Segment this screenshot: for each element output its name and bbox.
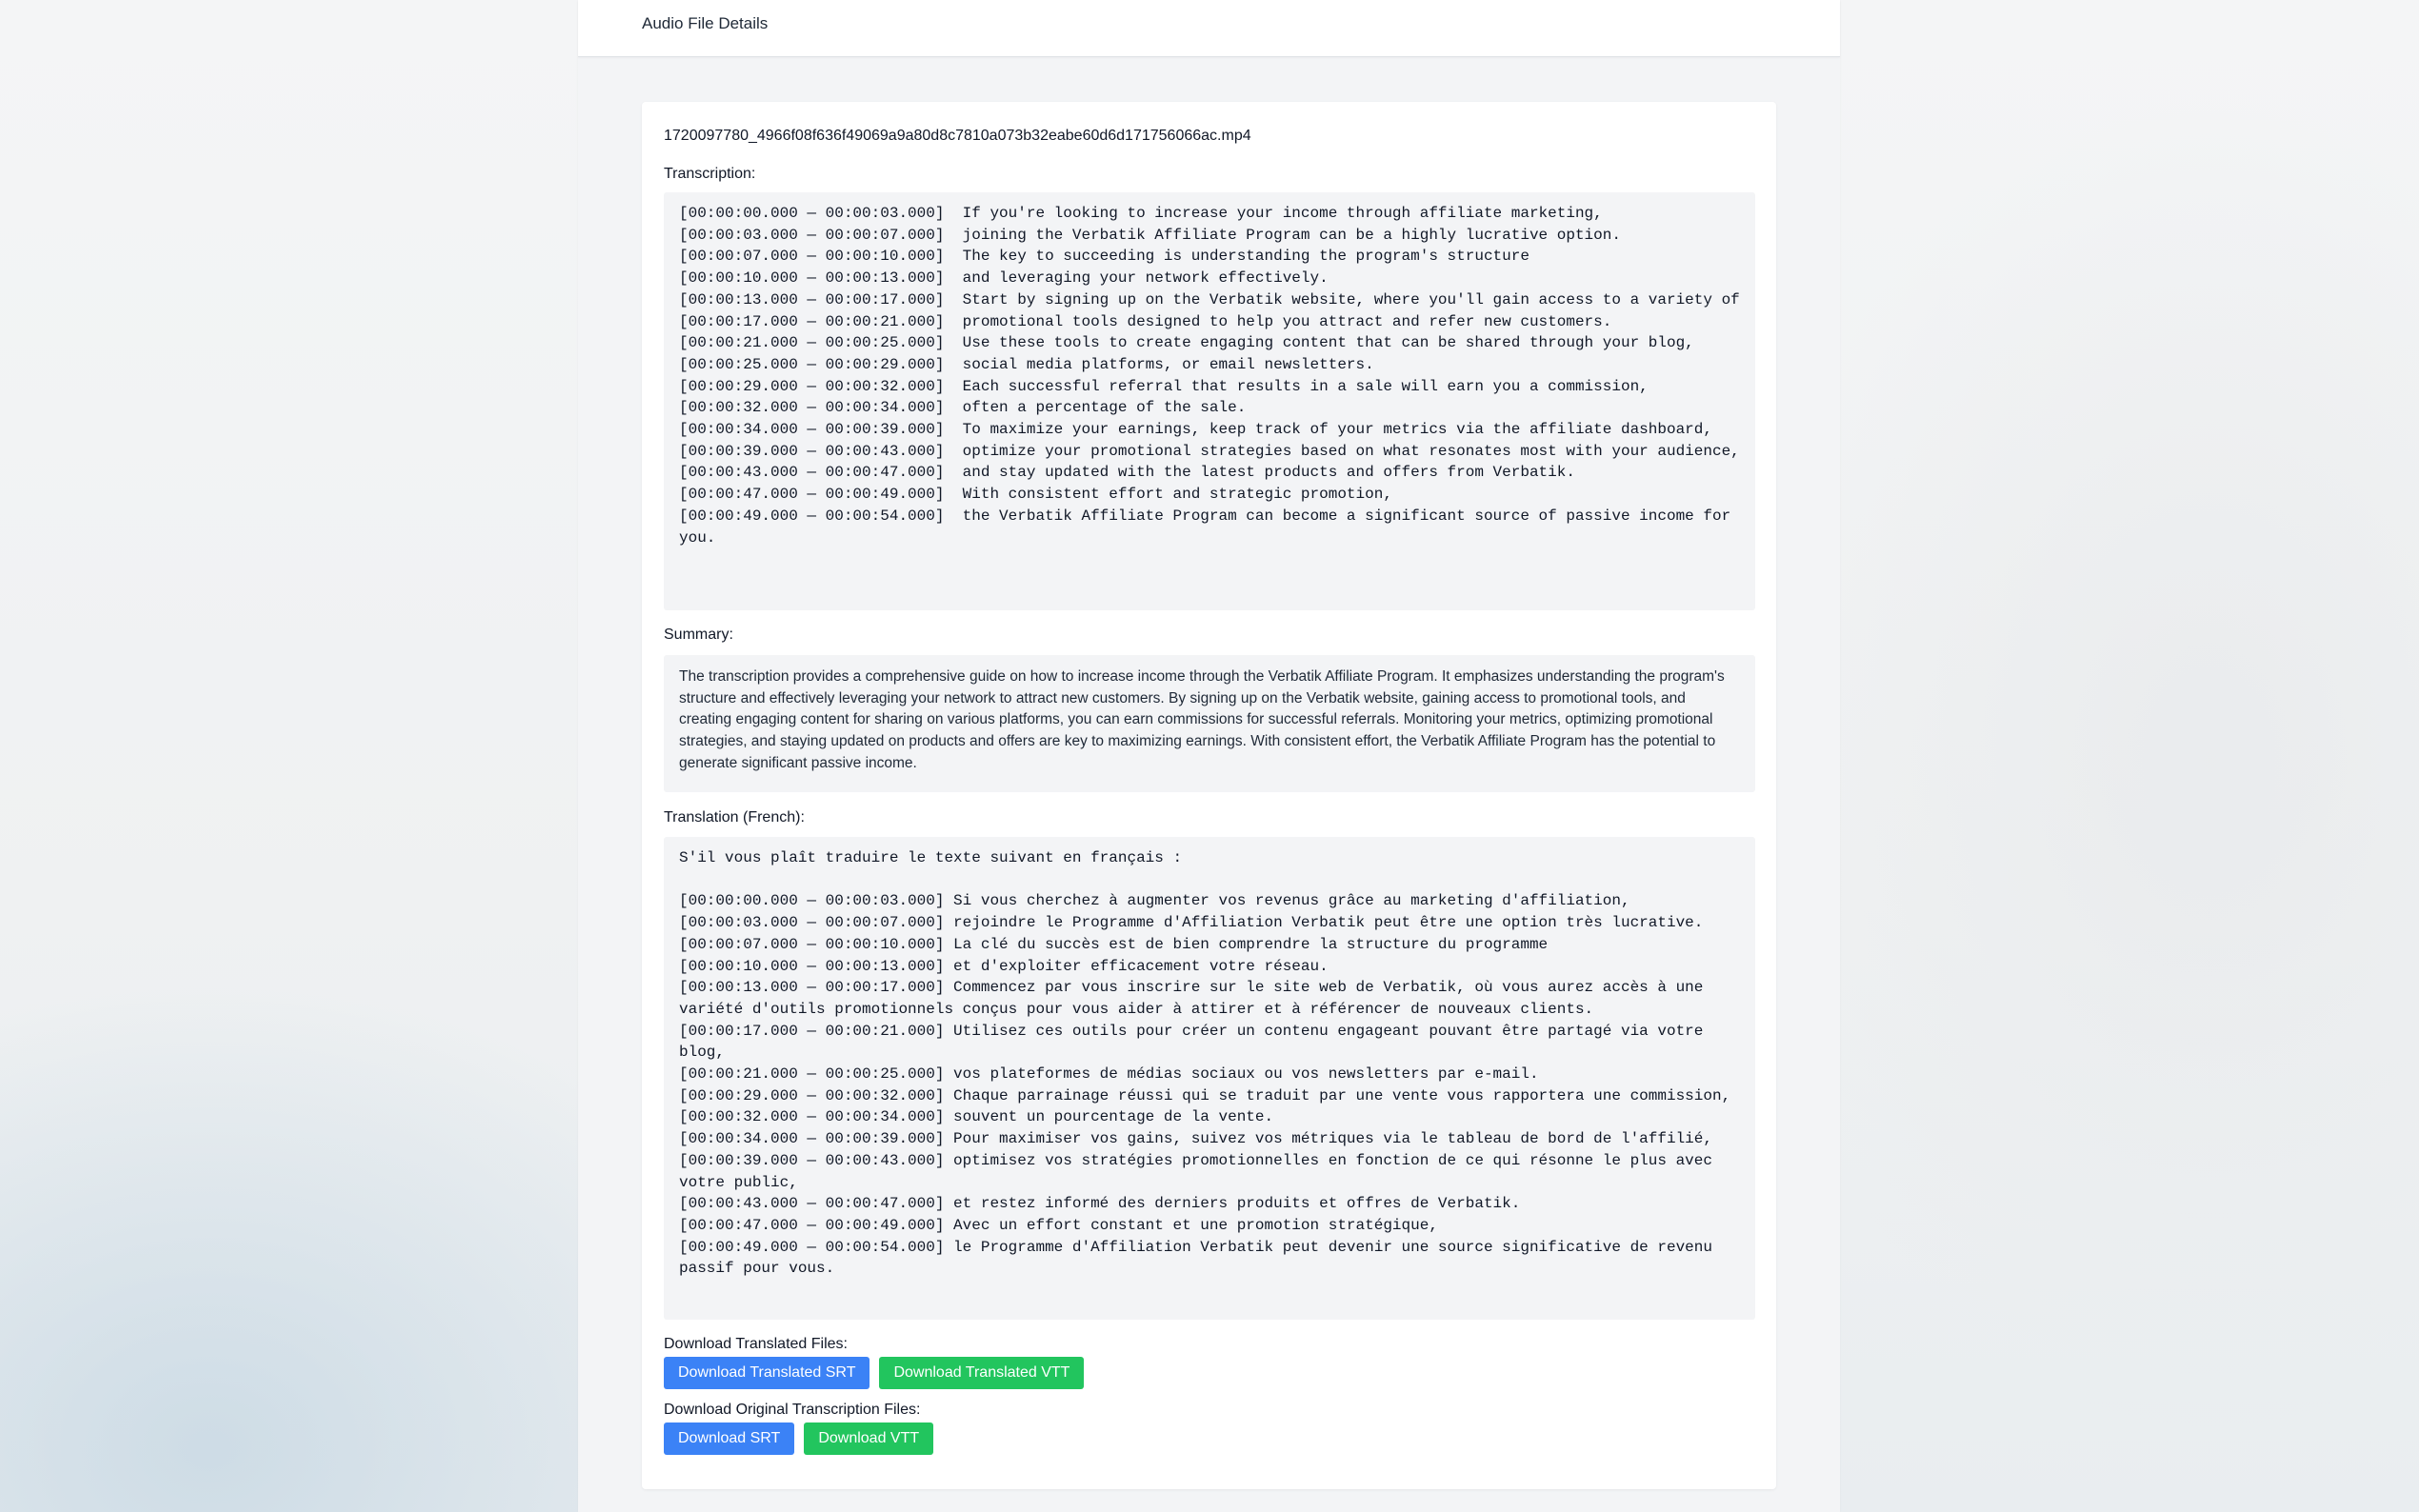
translation-line: [00:00:47.000 — 00:00:49.000] Avec un effort constant et une promotion stratégique, — [679, 1216, 1438, 1234]
transcription-line: [00:00:03.000 — 00:00:07.000] joining the Verbatik Affiliate Program can be a highly lucrative option. — [679, 226, 1621, 244]
summary-label: Summary: — [664, 627, 733, 643]
transcription-label: Transcription: — [664, 166, 756, 182]
transcription-line: [00:00:47.000 — 00:00:49.000] With consistent effort and strategic promotion, — [679, 486, 1392, 504]
translation-line: [00:00:34.000 — 00:00:39.000] Pour maximiser vos gains, suivez vos métriques via le tableau de bord de l'affilié, — [679, 1130, 1712, 1148]
translation-line: [00:00:07.000 — 00:00:10.000] La clé du succès est de bien comprendre la structure du programme — [679, 935, 1549, 953]
translation-lines — [679, 847, 1740, 1280]
translation-line: [00:00:13.000 — 00:00:17.000] Commencez par vous inscrire sur le site web de Verbatik, où vous aurez accès à une variété d'outils promotionnels conçus pour vous aider à attirer et à référencer de nouveaux clients. — [679, 979, 1712, 1018]
transcription-line: [00:00:39.000 — 00:00:43.000] optimize your promotional strategies based on what resonates most with your audience, — [679, 442, 1740, 460]
translation-line: [00:00:10.000 — 00:00:13.000] et d'exploiter efficacement votre réseau. — [679, 957, 1329, 975]
download-vtt-button[interactable]: Download VTT — [804, 1422, 933, 1455]
transcription-box — [664, 192, 1755, 610]
summary-text: The transcription provides a comprehensive guide on how to increase income through the Verbatik Affiliate Program. It emphasizes understanding the program's structure and effectively leveraging your network to attract new customers. By signing up on the Verbatik website, gaining access to promotional tools, and creating engaging content for sharing on various platforms, you can earn commissions for successful referrals. Monitoring your metrics, optimizing promotional strategies, and staying updated on products and offers are key to maximizing earnings. With consistent effort, the Verbatik Affiliate Program has the potential to generate significant passive income. — [679, 668, 1725, 771]
transcription-line: [00:00:17.000 — 00:00:21.000] promotional tools designed to help you attract and refer new customers. — [679, 312, 1612, 330]
transcription-line: [00:00:13.000 — 00:00:17.000] Start by signing up on the Verbatik website, where you'll gain access to a variety of — [679, 290, 1740, 308]
transcription-line: [00:00:21.000 — 00:00:25.000] Use these tools to create engaging content that can be shared through your blog, — [679, 334, 1694, 352]
file-details-card — [642, 102, 1776, 1489]
download-translated-srt-button[interactable]: Download Translated SRT — [664, 1357, 870, 1389]
download-translated-vtt-button[interactable]: Download Translated VTT — [879, 1357, 1084, 1389]
page-title: Audio File Details — [642, 14, 769, 32]
translation-line: [00:00:21.000 — 00:00:25.000] vos plateformes de médias sociaux ou vos newsletters par e-mail. — [679, 1065, 1539, 1084]
summary-box — [664, 655, 1755, 792]
download-original-label: Download Original Transcription Files: — [664, 1402, 921, 1418]
translation-line: [00:00:00.000 — 00:00:03.000] Si vous cherchez à augmenter vos revenus grâce au marketing d'affiliation, — [679, 892, 1630, 910]
translation-line: [00:00:29.000 — 00:00:32.000] Chaque parrainage réussi qui se traduit par une vente vous rapportera une commission, — [679, 1086, 1731, 1104]
transcription-line: [00:00:49.000 — 00:00:54.000] the Verbatik Affiliate Program can become a significant source of passive income for you. — [679, 507, 1740, 547]
download-translated-buttons — [664, 1357, 1084, 1389]
transcription-line: [00:00:10.000 — 00:00:13.000] and leveraging your network effectively. — [679, 269, 1329, 288]
transcription-line: [00:00:34.000 — 00:00:39.000] To maximize your earnings, keep track of your metrics via the affiliate dashboard, — [679, 421, 1712, 439]
translation-line — [679, 869, 1740, 891]
download-srt-button[interactable]: Download SRT — [664, 1422, 794, 1455]
translation-box — [664, 837, 1755, 1320]
translation-line: S'il vous plaît traduire le texte suivant en français : — [679, 849, 1183, 866]
translation-line: [00:00:39.000 — 00:00:43.000] optimisez vos stratégies promotionnelles en fonction de ce qui résonne le plus avec votre public, — [679, 1151, 1722, 1191]
transcription-line: [00:00:07.000 — 00:00:10.000] The key to succeeding is understanding the program's structure — [679, 248, 1529, 266]
transcription-line: [00:00:43.000 — 00:00:47.000] and stay updated with the latest products and offers from Verbatik. — [679, 464, 1575, 482]
translation-line: [00:00:32.000 — 00:00:34.000] souvent un pourcentage de la vente. — [679, 1108, 1274, 1126]
transcription-line: [00:00:25.000 — 00:00:29.000] social media platforms, or email newsletters. — [679, 355, 1374, 373]
transcription-line: [00:00:32.000 — 00:00:34.000] often a percentage of the sale. — [679, 399, 1247, 417]
translation-line: [00:00:17.000 — 00:00:21.000] Utilisez ces outils pour créer un contenu engageant pouvant être partagé via votre blog, — [679, 1022, 1712, 1062]
translation-line: [00:00:03.000 — 00:00:07.000] rejoindre le Programme d'Affiliation Verbatik peut être une option très lucrative. — [679, 914, 1704, 932]
transcription-line: [00:00:29.000 — 00:00:32.000] Each successful referral that results in a sale will earn you a commission, — [679, 377, 1649, 395]
transcription-lines — [679, 203, 1740, 548]
download-original-buttons — [664, 1422, 933, 1455]
translation-line: [00:00:49.000 — 00:00:54.000] le Programme d'Affiliation Verbatik peut devenir une source significative de revenu passif pour vous. — [679, 1238, 1722, 1278]
translation-line: [00:00:43.000 — 00:00:47.000] et restez informé des derniers produits et offres de Verbatik. — [679, 1195, 1521, 1213]
top-bar — [578, 0, 1840, 57]
transcription-line: [00:00:00.000 — 00:00:03.000] If you're looking to increase your income through affiliate marketing, — [679, 205, 1603, 222]
file-name: 1720097780_4966f08f636f49069a9a80d8c7810a073b32eabe60d6d171756066ac.mp4 — [664, 128, 1251, 144]
app-shell — [578, 0, 1840, 1512]
translation-label: Translation (French): — [664, 809, 805, 826]
download-translated-label: Download Translated Files: — [664, 1336, 848, 1352]
